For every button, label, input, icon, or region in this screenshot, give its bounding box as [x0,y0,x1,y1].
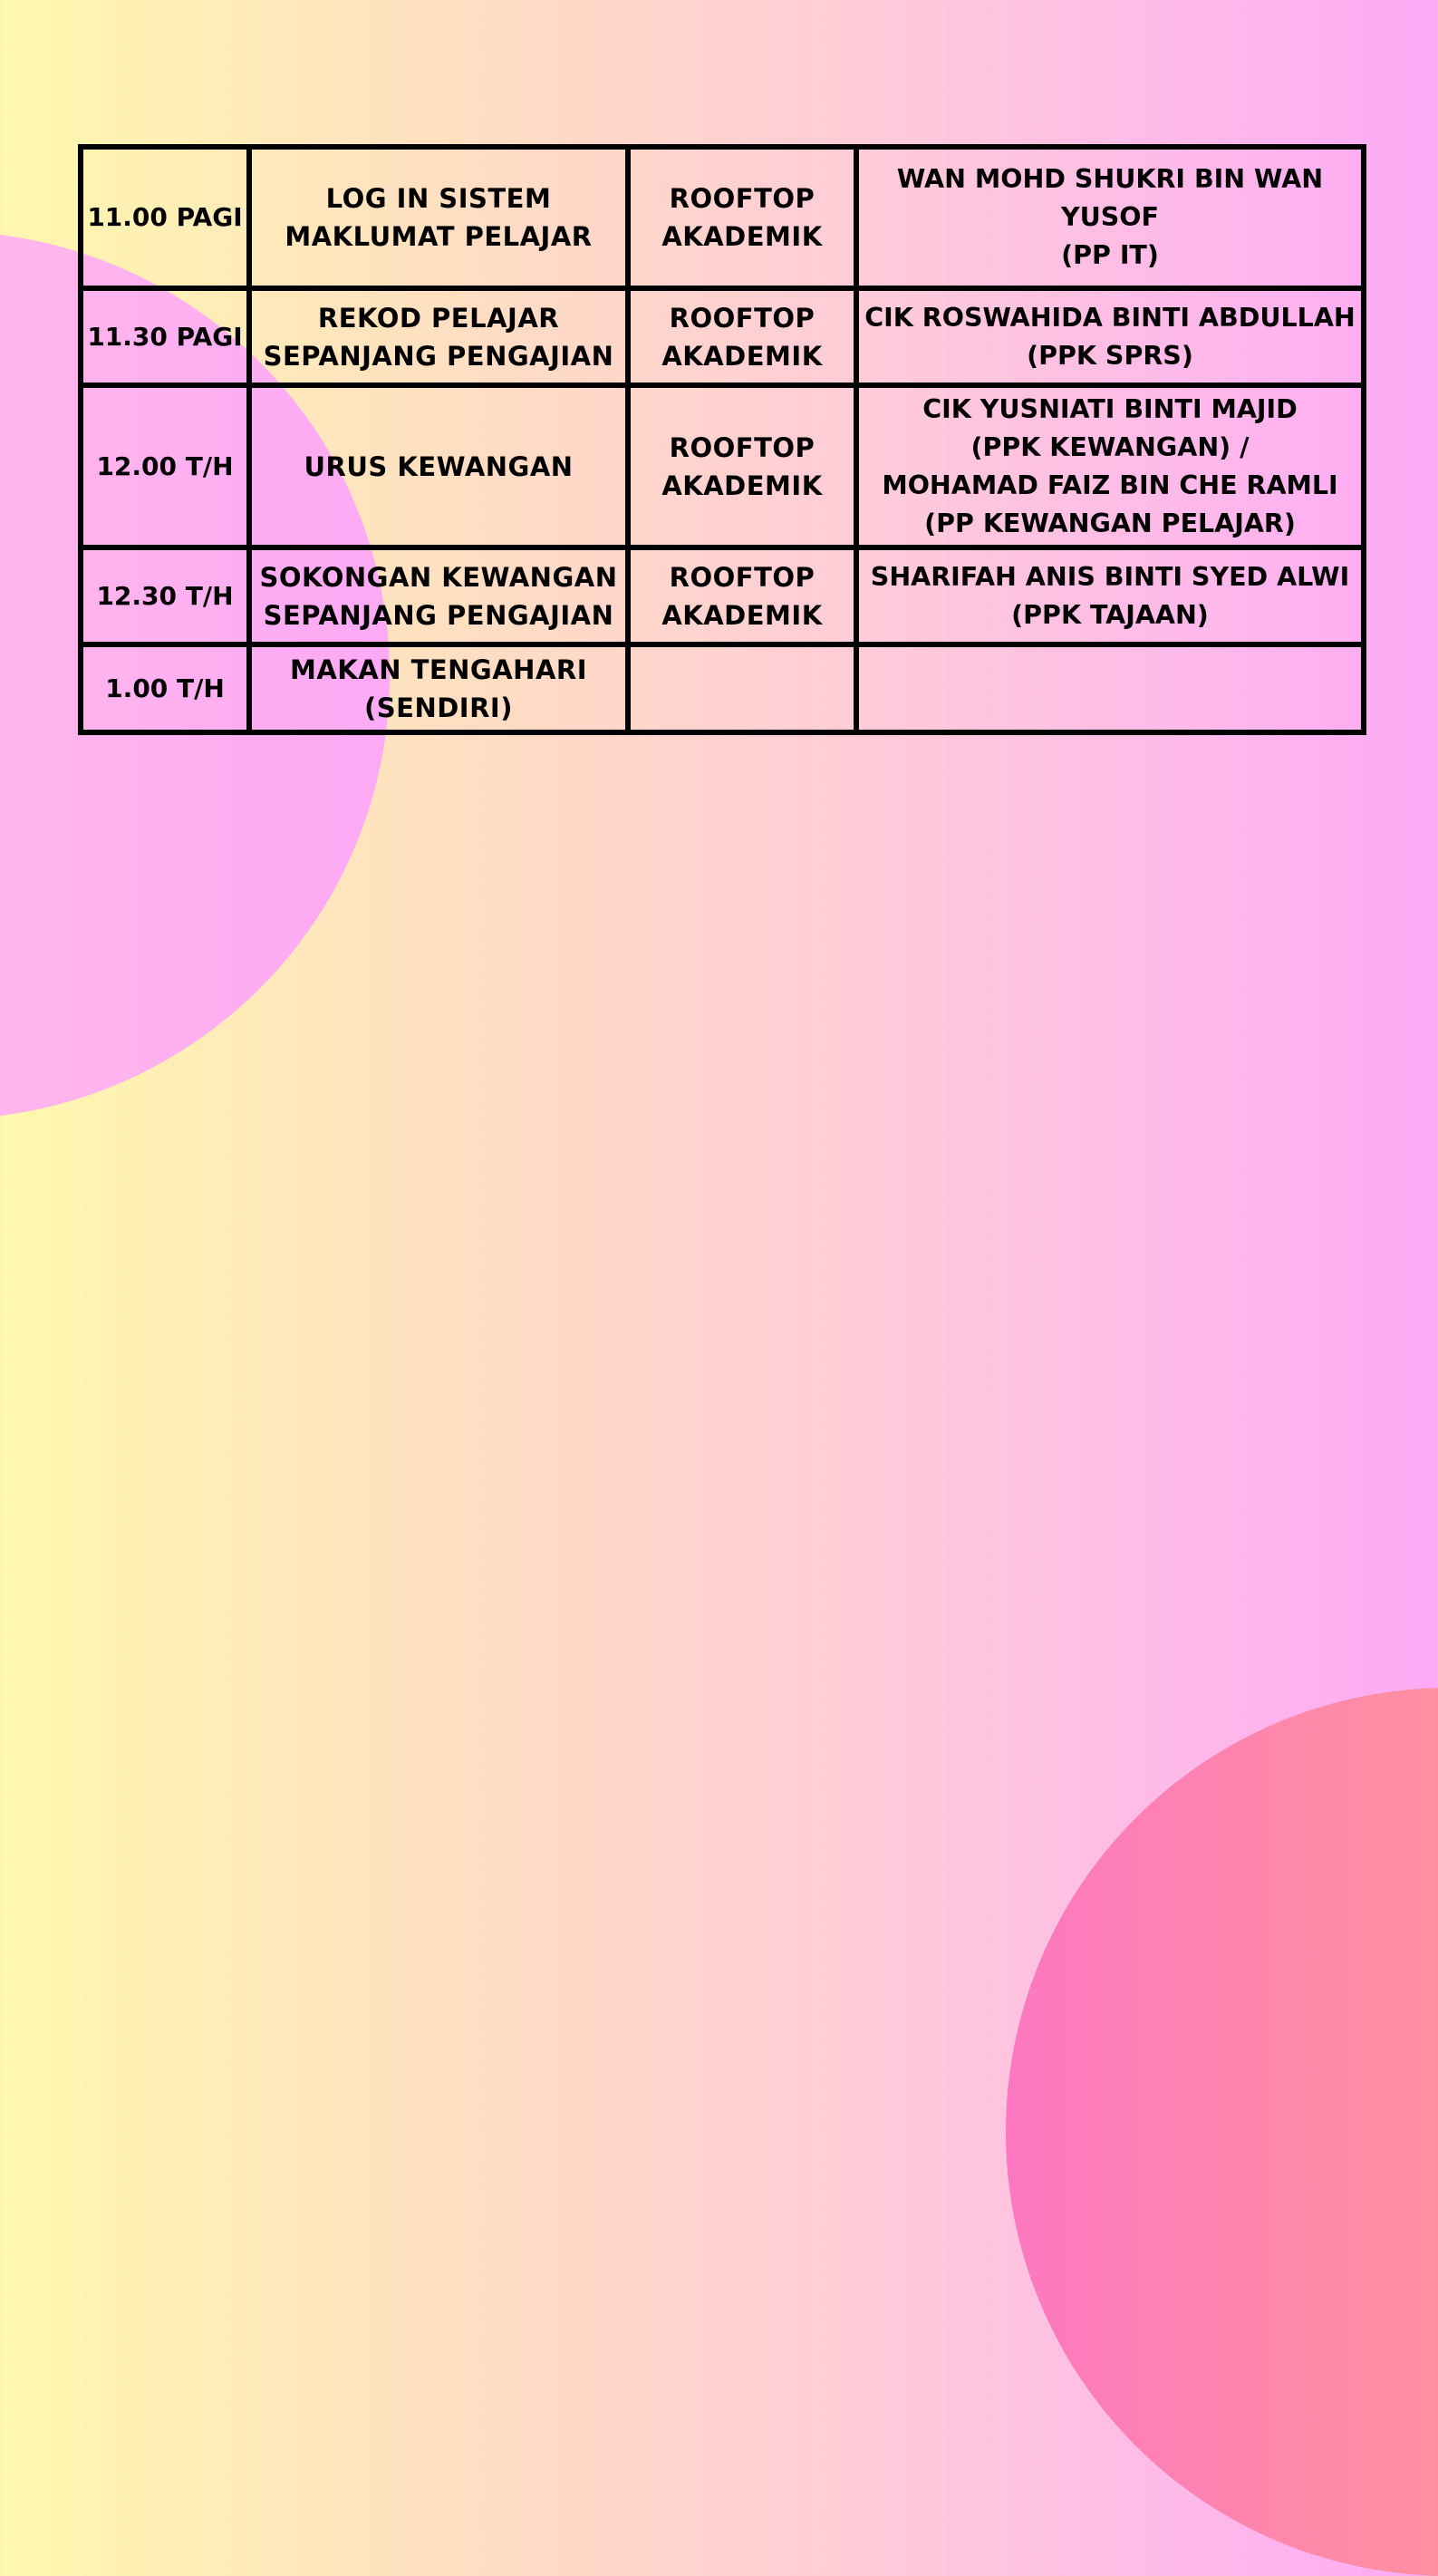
table-row [81,385,1364,547]
activity-cell: URUS KEWANGAN [249,385,628,547]
venue-cell: ROOFTOP AKADEMIK [628,147,856,288]
time-cell: 12.30 T/H [81,547,249,644]
venue-cell: ROOFTOP AKADEMIK [628,547,856,644]
person-in-charge-cell: CIK ROSWAHIDA BINTI ABDULLAH (PPK SPRS) [856,288,1364,385]
time-cell: 11.00 PAGI [81,147,249,288]
activity-cell: MAKAN TENGAHARI (SENDIRI) [249,644,628,732]
person-in-charge-cell: CIK YUSNIATI BINTI MAJID (PPK KEWANGAN) / MOHAMAD FAIZ BIN CHE RAMLI (PP KEWANGAN PELAJAR) [856,385,1364,547]
activity-cell: SOKONGAN KEWANGAN SEPANJANG PENGAJIAN [249,547,628,644]
table-row [81,288,1364,385]
time-cell: 12.00 T/H [81,385,249,547]
table-row [81,547,1364,644]
venue-cell: ROOFTOP AKADEMIK [628,385,856,547]
time-cell: 1.00 T/H [81,644,249,732]
activity-cell: LOG IN SISTEM MAKLUMAT PELAJAR [249,147,628,288]
person-in-charge-cell: WAN MOHD SHUKRI BIN WAN YUSOF (PP IT) [856,147,1364,288]
activity-cell: REKOD PELAJAR SEPANJANG PENGAJIAN [249,288,628,385]
time-cell: 11.30 PAGI [81,288,249,385]
venue-cell: ROOFTOP AKADEMIK [628,288,856,385]
person-in-charge-cell [856,644,1364,732]
decorative-circle-right [1006,1688,1438,2576]
venue-cell [628,644,856,732]
table-row [81,147,1364,288]
table-row [81,644,1364,732]
person-in-charge-cell: SHARIFAH ANIS BINTI SYED ALWI (PPK TAJAAN) [856,547,1364,644]
schedule-table [78,144,1366,735]
